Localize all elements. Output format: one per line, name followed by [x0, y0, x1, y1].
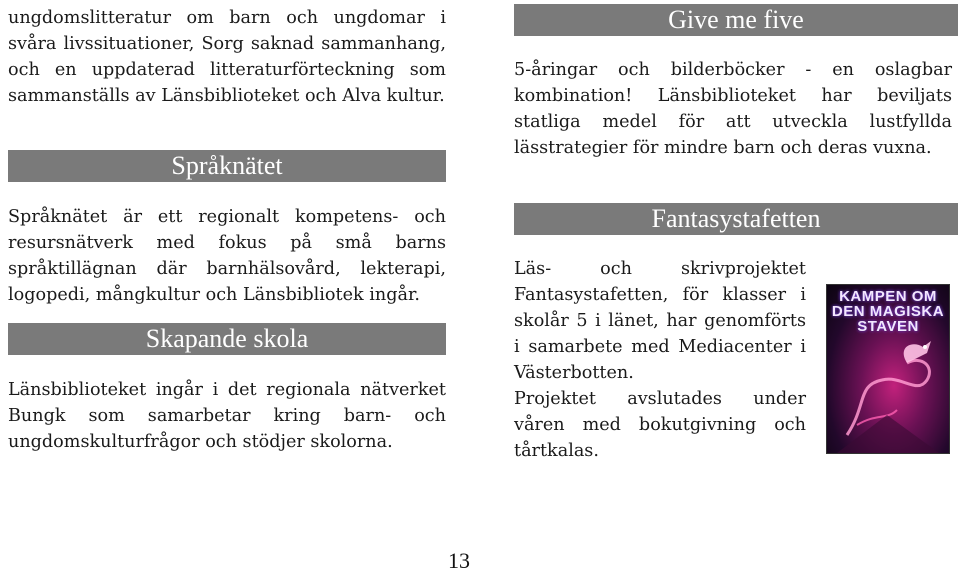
fantasy-paragraph: Läs- och skrivprojektet Fantasystafetten, för klasser i skolår 5 i länet, har genomförts i samarbete med Mediacenter i Västerbotten.	[514, 259, 806, 383]
give-heading: Give me five	[514, 4, 958, 36]
skapande-paragraph: Länsbiblioteket ingår i det regionala nätverket Bungk som samarbetar kring barn- och ungdomskulturfrågor och stödjer skolorna.	[8, 380, 446, 452]
fantasy-heading: Fantasystafetten	[514, 203, 958, 235]
skapande-heading: Skapande skola	[8, 323, 446, 355]
fantasy-closing-paragraph: Projektet avslutades under våren med bokutgivning och tårtkalas.	[514, 389, 806, 461]
page-number: 13	[448, 548, 470, 573]
intro-paragraph: ungdomslitteratur om barn och ungdomar i svåra livssituationer, Sorg saknad sammanhang, och en uppdaterad litteraturförteckning som sammanställs av Länsbiblioteket och Alva kultur.	[8, 8, 446, 106]
give-paragraph: 5-åringar och bilderböcker - en oslagbar kombination! Länsbiblioteket har beviljats statliga medel för att utveckla lustfyllda lässtrategier för mindre barn och deras vuxna.	[514, 60, 952, 158]
sprak-paragraph: Språknätet är ett regionalt kompetens- och resursnätverk med fokus på små barns språktillägnan där barnhälsovård, lekterapi, logopedi, mångkultur och Länsbibliotek ingår.	[8, 207, 446, 305]
book-cover-image	[826, 284, 950, 454]
sprak-heading: Språknätet	[8, 150, 446, 182]
book-cover-title: KAMPEN OM DEN MAGISKA STAVEN	[831, 288, 945, 335]
